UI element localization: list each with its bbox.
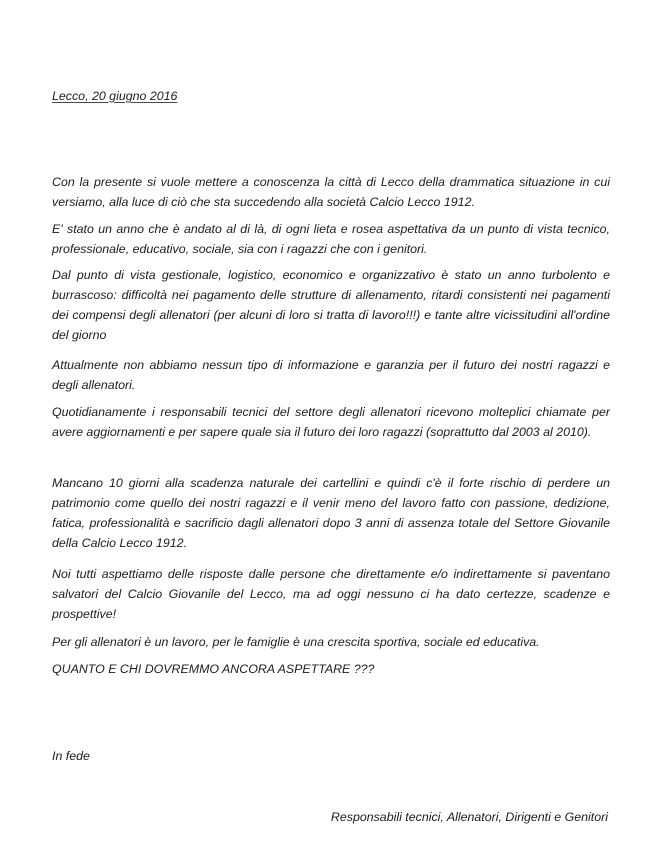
letter-signature: Responsabili tecnici, Allenatori, Dirigenti e Genitori [330, 810, 608, 824]
paragraph-no-information: Attualmente non abbiamo nessun tipo di informazione e garanzia per il futuro dei nostri ragazzi e degli allenatori. [52, 358, 610, 392]
letter-date: Lecco, 20 giugno 2016 [52, 89, 178, 103]
paragraph-management: Dal punto di vista gestionale, logistico, economico e organizzativo è stato un anno turbolento e burrascoso: difficoltà nei pagamento delle strutture di allenamento, ritardi consistenti nei pagamenti dei compensi degli allenatori (per alcuni di loro si tratta di lavoro!!!) e tante altre vicissitudini all'ordine del giorno [52, 268, 610, 342]
paragraph-intro: Con la presente si vuole mettere a conoscenza la città di Lecco della drammatica situazione in cui versiamo, alla luce di ciò che sta succedendo alla società Calcio Lecco 1912. [52, 175, 610, 209]
letter-closing: In fede [52, 749, 90, 763]
paragraph-meaning: Per gli allenatori è un lavoro, per le famiglie è una crescita sportiva, sociale ed educativa. [52, 635, 540, 649]
paragraph-waiting: Noi tutti aspettiamo delle risposte dalle persone che direttamente e/o indirettamente si paventano salvatori del Calcio Giovanile del Lecco, ma ad oggi nessuno ci ha dato certezze, scadenze e prospettive! [52, 567, 610, 621]
paragraph-deadline: Mancano 10 giorni alla scadenza naturale dei cartellini e quindi c'è il forte rischio di perdere un patrimonio come quello dei nostri ragazzi e il venir meno del lavoro fatto con passione, dedizione, fatica, professionalità e sacrificio dagli allenatori dopo 3 anni di assenza totale del Settore Giovanile della Calcio Lecco 1912. [52, 476, 610, 550]
paragraph-question: QUANTO E CHI DOVREMMO ANCORA ASPETTARE ??? [52, 662, 375, 676]
paragraph-daily-calls: Quotidianamente i responsabili tecnici del settore degli allenatori ricevono molteplici chiamate per avere aggiornamenti e per sapere quale sia il futuro dei loro ragazzi (soprattutto dal 2003 al 2010). [52, 405, 610, 439]
paragraph-season: E' stato un anno che è andato al di là, di ogni lieta e rosea aspettativa da un punto di vista tecnico, professionale, educativo, sociale, sia con i ragazzi che con i genitori. [52, 222, 610, 256]
